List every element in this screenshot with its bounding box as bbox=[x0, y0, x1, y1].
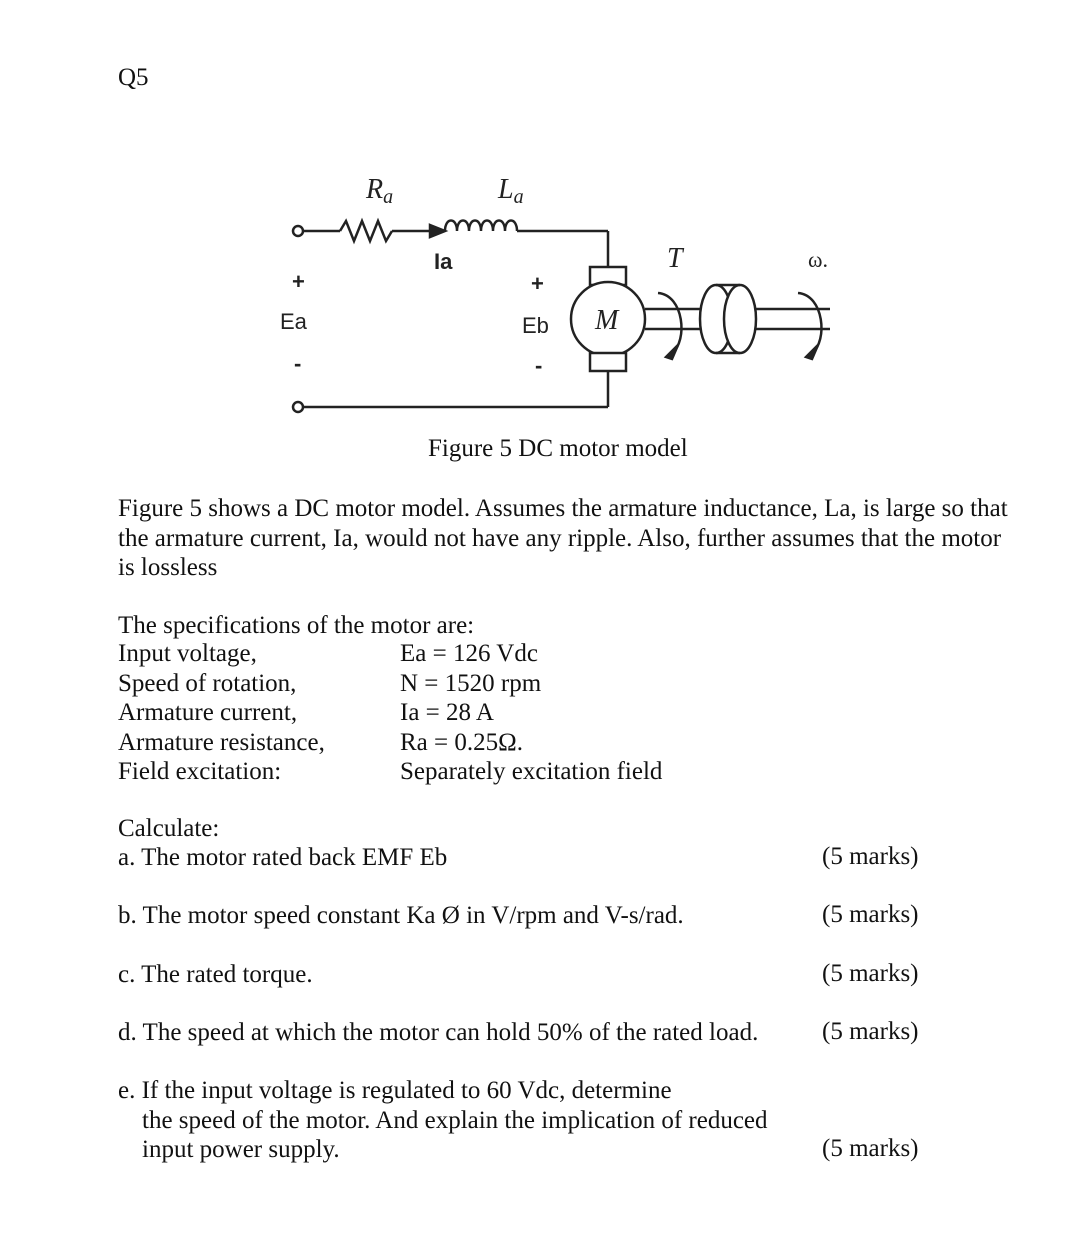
question-item-e bbox=[118, 1076, 818, 1165]
question-text: e. If the input voltage is regulated to 60 Vdc, determine bbox=[118, 1077, 672, 1104]
current-arrow bbox=[430, 225, 445, 237]
question-text-continued: input power supply. bbox=[142, 1136, 340, 1163]
figure-caption: Figure 5 DC motor model bbox=[428, 435, 688, 462]
question-item-a bbox=[118, 843, 818, 873]
label-ra: Ra bbox=[366, 174, 394, 208]
question-text: d. The speed at which the motor can hold 50% of the rated load. bbox=[118, 1019, 759, 1046]
spec-label: Input voltage, bbox=[118, 640, 257, 667]
resistor-ra bbox=[340, 221, 392, 241]
spec-label: Armature current, bbox=[118, 699, 298, 726]
inductor-la bbox=[445, 221, 517, 232]
spec-row bbox=[118, 640, 818, 670]
brush-bottom bbox=[590, 353, 626, 371]
label-eb-plus: + bbox=[531, 271, 544, 296]
dc-motor-circuit-diagram bbox=[270, 165, 850, 425]
marks-label: (5 marks) bbox=[822, 1018, 919, 1045]
spec-value: Ia = 28 A bbox=[400, 699, 494, 726]
calculate-heading: Calculate: bbox=[118, 815, 220, 842]
question-item-d bbox=[118, 1018, 818, 1048]
question-text: c. The rated torque. bbox=[118, 961, 313, 988]
spec-label: Speed of rotation, bbox=[118, 669, 297, 697]
spec-value: N = 1520 rpm bbox=[400, 669, 542, 697]
label-ea-plus: + bbox=[292, 269, 305, 294]
speed-arrow bbox=[798, 293, 821, 353]
label-torque: T bbox=[667, 243, 683, 274]
marks-label: (5 marks) bbox=[822, 901, 919, 928]
question-text: b. The motor speed constant Ka Ø in V/rpm and V-s/rad. bbox=[118, 902, 684, 929]
label-ea-minus: - bbox=[294, 351, 302, 376]
spec-value: Ea = 126 Vdc bbox=[400, 640, 538, 667]
spec-value: Ra = 0.25Ω. bbox=[400, 728, 523, 756]
intro-paragraph: Figure 5 shows a DC motor model. Assumes the armature inductance, La, is large so that the armature current, Ia, would not have any ripple. Also, further assumes that the motor is lossless bbox=[118, 495, 1008, 581]
terminal-bottom bbox=[293, 402, 303, 412]
spec-label: Field excitation: bbox=[118, 758, 282, 785]
label-la: La bbox=[498, 174, 524, 208]
question-text: a. The motor rated back EMF Eb bbox=[118, 844, 448, 871]
spec-row bbox=[118, 758, 818, 788]
label-eb-minus: - bbox=[535, 353, 543, 378]
marks-label: (5 marks) bbox=[822, 843, 919, 870]
label-eb: Eb bbox=[522, 313, 549, 338]
question-item-c bbox=[118, 960, 818, 990]
terminal-top bbox=[293, 226, 303, 236]
spec-value: Separately excitation field bbox=[400, 758, 663, 785]
specs-heading: The specifications of the motor are: bbox=[118, 612, 475, 639]
torque-arrow bbox=[658, 293, 681, 353]
spec-row bbox=[118, 699, 818, 729]
question-item-b bbox=[118, 901, 818, 931]
label-ea: Ea bbox=[280, 309, 307, 334]
marks-label: (5 marks) bbox=[822, 960, 919, 987]
question-text-continued: the speed of the motor. And explain the implication of reduced bbox=[142, 1106, 768, 1134]
label-omega: ω. bbox=[808, 247, 828, 272]
spec-label: Armature resistance, bbox=[118, 728, 325, 756]
question-number: Q5 bbox=[118, 64, 149, 91]
marks-label: (5 marks) bbox=[822, 1135, 919, 1162]
spec-row bbox=[118, 670, 818, 700]
spec-row bbox=[118, 729, 818, 759]
label-ia: Ia bbox=[434, 249, 453, 274]
label-motor: M bbox=[595, 305, 619, 336]
